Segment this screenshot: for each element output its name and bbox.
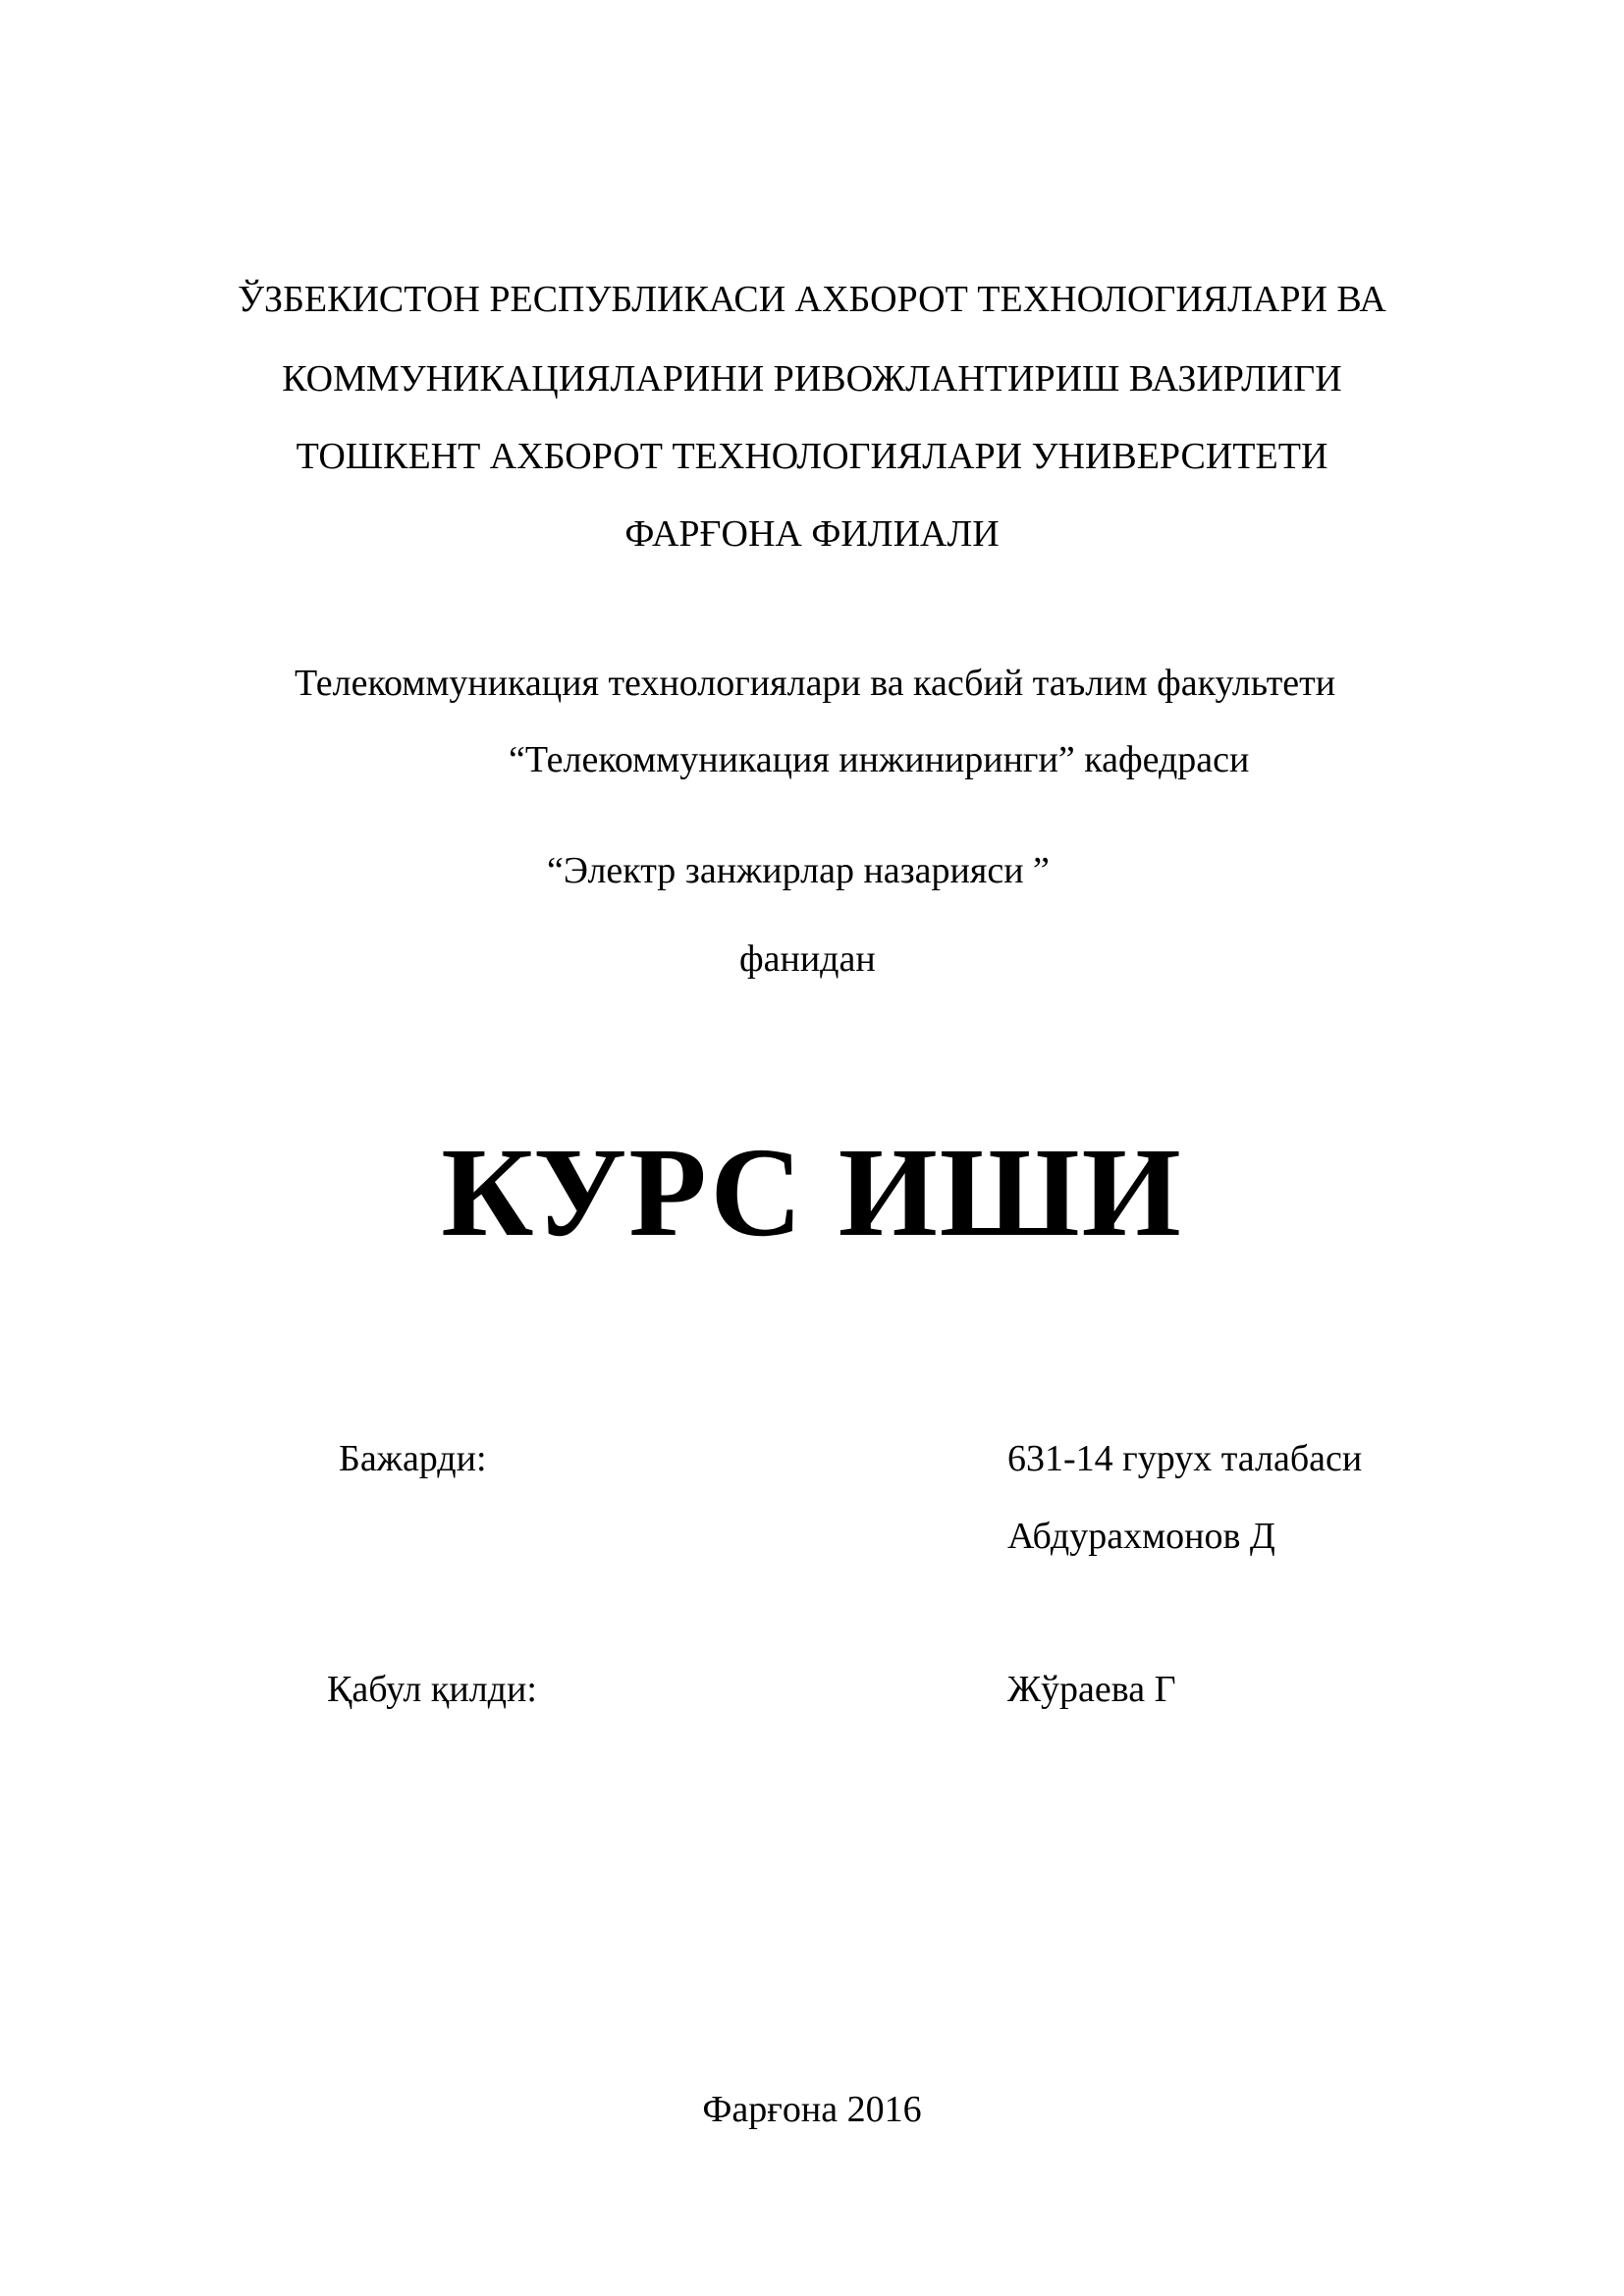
teacher-name: Жўраева Г [1007, 1669, 1176, 1710]
subject-name: “Электр занжирлар назарияси ” [547, 850, 1050, 891]
faculty-name: Телекоммуникация технологиялари ва касбий таълим факультети [295, 663, 1336, 704]
student-name: Абдурахмонов Д [1007, 1516, 1275, 1557]
department-name: “Телекоммуникация инжиниринги” кафедраси [509, 739, 1250, 780]
ministry-line-2: КОММУНИКАЦИЯЛАРИНИ РИВОЖЛАНТИРИШ ВАЗИРЛИГИ [282, 358, 1342, 400]
accepted-label: Қабул қилди: [327, 1669, 537, 1710]
student-group: 631-14 гурух талабаси [1007, 1438, 1363, 1479]
branch-name: ФАРҒОНА ФИЛИАЛИ [624, 513, 1000, 555]
subject-suffix: фанидан [739, 938, 876, 980]
university-name: ТОШКЕНТ АХБОРОТ ТЕХНОЛОГИЯЛАРИ УНИВЕРСИТЕТИ [296, 436, 1328, 477]
performed-label: Бажарди: [339, 1438, 487, 1479]
ministry-line-1: ЎЗБЕКИСТОН РЕСПУБЛИКАСИ АХБОРОТ ТЕХНОЛОГИЯЛАРИ ВА [238, 279, 1386, 320]
document-title: КУРС ИШИ [441, 1122, 1183, 1263]
footer-place-year: Фарғона 2016 [702, 2089, 922, 2130]
